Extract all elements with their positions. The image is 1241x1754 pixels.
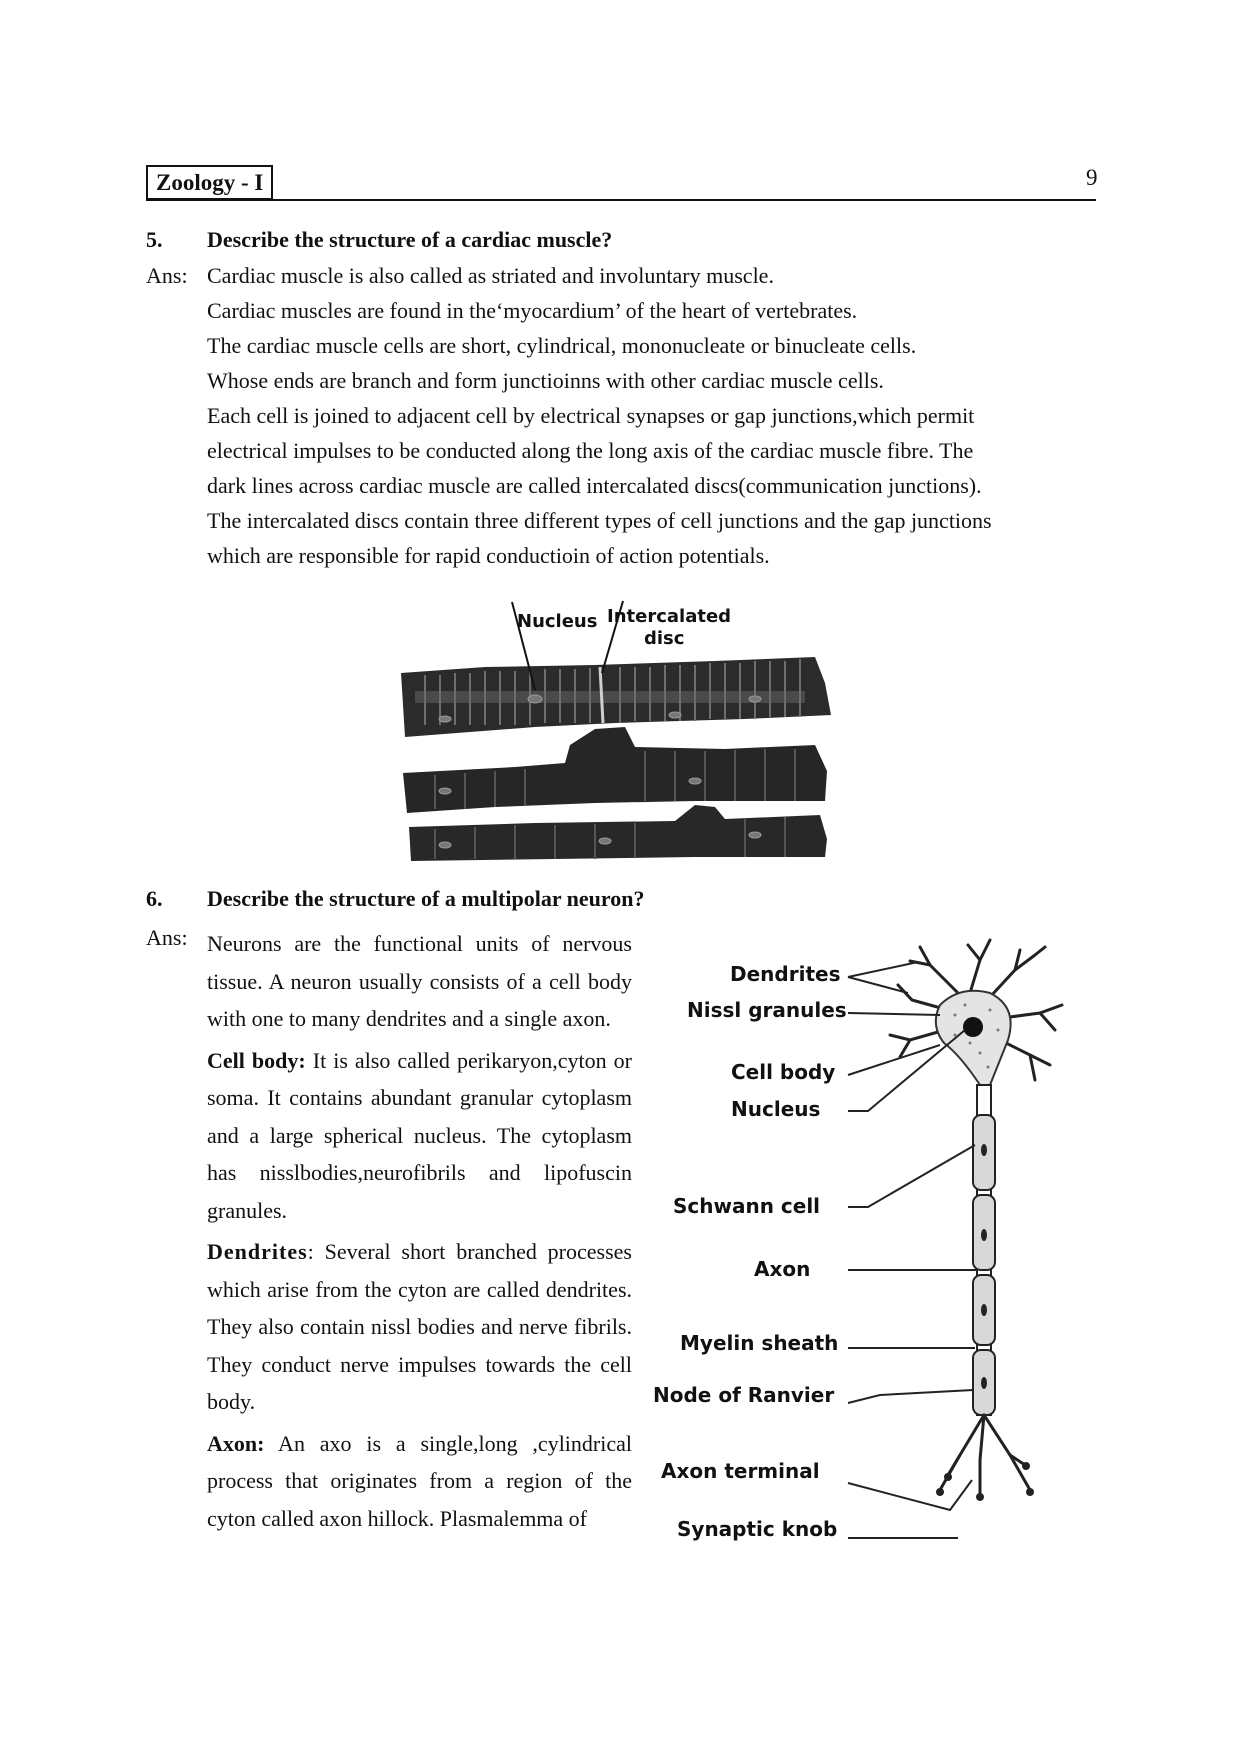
answer-5-line: The cardiac muscle cells are short, cylindrical, mononucleate or binucleate cells. — [207, 333, 917, 358]
dendrites-heading: Dendrites — [207, 1239, 308, 1264]
cell-body-heading: Cell body: — [207, 1047, 306, 1073]
cardiac-muscle-figure — [395, 595, 835, 865]
dendrites-label: Dendrites — [730, 962, 841, 986]
question-6-number: 6. — [146, 886, 163, 911]
answer-5-line: Whose ends are branch and form junctioinns with other cardiac muscle cells. — [207, 368, 884, 393]
answer-5-line: electrical impulses to be conducted along the long axis of the cardiac muscle fibre. The — [207, 438, 974, 463]
header-rule — [146, 199, 1096, 201]
answer-5-line: Cardiac muscles are found in the‘myocardium’ of the heart of vertebrates. — [207, 298, 858, 323]
page-number: 9 — [1086, 165, 1098, 190]
answer-5-label: Ans: — [146, 263, 188, 288]
cell-body-paragraph — [207, 1042, 632, 1230]
answer-5-line: Each cell is joined to adjacent cell by electrical synapses or gap junctions,which permit — [207, 403, 975, 428]
disc-label: disc — [644, 628, 685, 649]
axon-terminal-label: Axon terminal — [661, 1459, 820, 1483]
axon-text: An axo is a single,long ,cylindrical process that originates from a region of the cyton called axon hillock. Plasmalemma of — [207, 1430, 632, 1531]
intro-paragraph: Neurons are the functional units of nervous tissue. A neuron usually consists of a cell body with one to many dendrites and a single axon. — [207, 931, 632, 1031]
nissl-granules-label: Nissl granules — [687, 998, 847, 1022]
axon-paragraph — [207, 1425, 632, 1538]
cell-body-label: Cell body — [731, 1060, 836, 1084]
axon-label: Axon — [754, 1257, 811, 1281]
axon-heading: Axon: — [207, 1430, 265, 1456]
intercalated-label: Intercalated — [607, 606, 732, 627]
schwann-cell-label: Schwann cell — [673, 1194, 821, 1218]
question-5-number: 5. — [146, 227, 163, 252]
nucleus-label: Nucleus — [517, 611, 598, 632]
nucleus-neuron-label: Nucleus — [731, 1097, 821, 1121]
running-header: Zoology - I — [146, 165, 273, 200]
answer-5-line: Cardiac muscle is also called as striated and involuntary muscle. — [207, 263, 774, 288]
node-of-ranvier-label: Node of Ranvier — [653, 1383, 835, 1407]
question-6-text: Describe the structure of a multipolar neuron? — [207, 886, 645, 911]
cell-body-text: It is also called perikaryon,cyton or soma. It contains abundant granular cytoplasm and a large spherical nucleus. The cytoplasm has nisslbodies,neurofibrils and lipofuscin granules. — [207, 1047, 632, 1223]
myelin-sheath-label: Myelin sheath — [680, 1331, 839, 1355]
answer-5-line: which are responsible for rapid conductioin of action potentials. — [207, 543, 770, 568]
dendrites-paragraph — [207, 1233, 632, 1421]
answer-6-column — [207, 925, 632, 1537]
question-5-text: Describe the structure of a cardiac muscle? — [207, 227, 613, 252]
synaptic-knob-label: Synaptic knob — [677, 1517, 838, 1541]
neuron-figure — [840, 935, 1080, 1555]
answer-5-line: The intercalated discs contain three different types of cell junctions and the gap junctions — [207, 508, 992, 533]
answer-6-label: Ans: — [146, 925, 188, 950]
answer-5-line: dark lines across cardiac muscle are called intercalated discs(communication junctions). — [207, 473, 982, 498]
dendrites-text: : Several short branched processes which arise from the cyton are called dendrites. They also contain nissl bodies and nerve fibrils. They conduct nerve impulses towards the cell body. — [207, 1239, 632, 1414]
